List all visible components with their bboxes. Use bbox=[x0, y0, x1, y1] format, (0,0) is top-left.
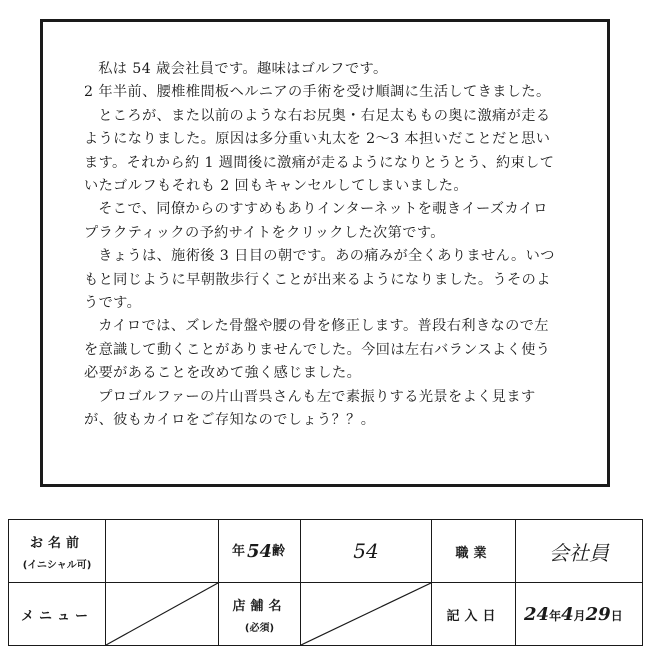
age-label-pre: 年 bbox=[231, 544, 247, 559]
age-label-cell bbox=[219, 520, 301, 583]
letter-line-6: いたゴルフもそれも 2 回もキャンセルしてしまいました。 bbox=[84, 178, 468, 195]
letter-line-8: プラクティックの予約サイトをクリックした次第です。 bbox=[84, 224, 445, 241]
date-year-unit: 年 bbox=[549, 608, 562, 623]
name-field[interactable] bbox=[106, 520, 219, 583]
letter-line-12: カイロでは、ズレた骨盤や腰の骨を修正します。普段右利きなので左 bbox=[98, 318, 549, 335]
age-field[interactable] bbox=[301, 520, 432, 583]
menu-label-cell bbox=[9, 583, 106, 646]
date-label-cell bbox=[432, 583, 516, 646]
job-label: 職業 bbox=[455, 545, 492, 561]
menu-empty-slash bbox=[106, 583, 218, 645]
job-label-cell bbox=[432, 520, 516, 583]
date-year: 24 bbox=[524, 603, 550, 625]
letter-line-16: が、彼もカイロをご存知なのでしょう？？。 bbox=[84, 412, 376, 429]
age-value: 54 bbox=[353, 539, 379, 563]
letter-line-2: 2 年半前、腰椎椎間板ヘルニアの手術を受け順調に生活してきました。 bbox=[84, 84, 551, 101]
info-form bbox=[8, 519, 643, 646]
letter-line-11: うです。 bbox=[84, 295, 142, 312]
letter-line-13: を意識して動くことがありませんでした。今回は左右バランスよく使う bbox=[84, 341, 551, 358]
letter-line-10: もと同じように早朝散歩行くことが出来るようになりました。うそのよ bbox=[84, 271, 551, 288]
date-label: 記入日 bbox=[446, 608, 501, 624]
store-label-cell bbox=[219, 583, 301, 646]
letter-line-15: プロゴルファーの片山晋呉さんも左で素振りする光景をよく見ます bbox=[98, 388, 536, 405]
age-label-post: 齢 bbox=[272, 544, 288, 559]
testimonial-letter bbox=[84, 58, 584, 433]
letter-line-14: 必要があることを改めて強く感じました。 bbox=[84, 365, 362, 382]
name-label: お名前 bbox=[29, 535, 84, 551]
store-field[interactable] bbox=[301, 583, 432, 646]
date-month: 4 bbox=[561, 603, 574, 625]
letter-line-9: きょうは、施術後 3 日目の朝です。あの痛みが全くありません。いつ bbox=[98, 248, 555, 265]
store-sub-label: (必須) bbox=[244, 622, 275, 634]
date-month-unit: 月 bbox=[573, 608, 586, 623]
date-field[interactable] bbox=[516, 583, 643, 646]
job-value: 会社員 bbox=[549, 540, 609, 565]
letter-line-3: ところが、また以前のような右お尻奥・右足太ももの奥に激痛が走る bbox=[98, 107, 551, 124]
name-label-cell bbox=[9, 520, 106, 583]
store-empty-slash bbox=[301, 583, 431, 645]
store-label: 店舗名 bbox=[232, 598, 287, 614]
age-overwrite: 54 bbox=[246, 541, 273, 562]
letter-line-4: ようになりました。原因は多分重い丸太を 2～3 本担いだことだと思い bbox=[84, 131, 551, 148]
menu-label: メニュー bbox=[20, 608, 93, 624]
menu-field[interactable] bbox=[106, 583, 219, 646]
date-day-unit: 日 bbox=[610, 608, 623, 623]
name-sub-label: (イニシャル可) bbox=[22, 559, 92, 571]
job-field[interactable] bbox=[516, 520, 643, 583]
letter-line-5: ます。それから約 1 週間後に激痛が走るようになりとうとう、約束して bbox=[84, 154, 555, 171]
letter-line-1: 私は 54 歳会社員です。趣味はゴルフです。 bbox=[98, 61, 388, 77]
letter-line-7: そこで、同僚からのすすめもありインターネットを覗きイーズカイロ bbox=[98, 201, 548, 218]
date-day: 29 bbox=[585, 603, 611, 625]
